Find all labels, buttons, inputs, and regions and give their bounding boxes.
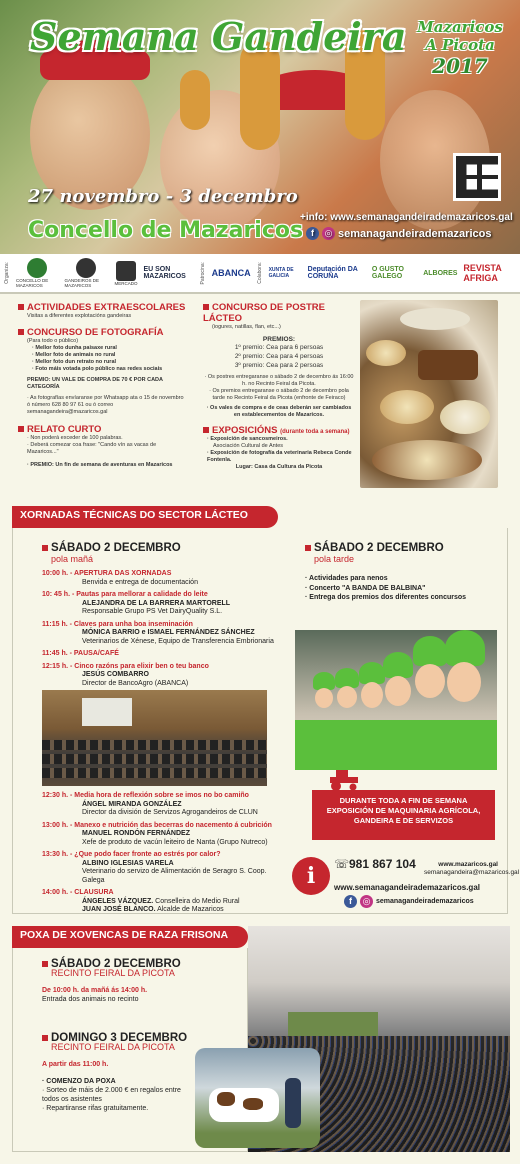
auction-day: DOMINGO 3 DECEMBRO RECINTO FEIRAL DA PICOTA A partir das 11:00 h. · COMENZO DA POXA · Sorteo de máis de 2.000 € en regalos entre todos os asistentes · Repartiranse rifas gratuitamente. xyxy=(42,1032,188,1112)
conference-photo xyxy=(42,690,267,786)
desserts-photo xyxy=(360,300,498,488)
activity-desc: · As fotografías envíaranse por Whatsapp ata o 15 de novembro ó número 628 80 97 61 ou ó correo semanagandeira@mazaricos.gal xyxy=(27,395,184,415)
info-website-link[interactable]: +info: www.semanagandeirademazaricos.gal xyxy=(300,212,513,223)
hero-photo-udder xyxy=(180,70,210,130)
event-location-year xyxy=(410,18,510,78)
activity-desc: (iogures, natillas, flan, etc...) xyxy=(212,324,281,330)
phone-number[interactable]: ☏981 867 104 xyxy=(334,857,416,871)
contact-emails xyxy=(424,861,520,877)
section-heading: RELATO CURTO xyxy=(18,424,188,435)
info-icon: i xyxy=(292,857,330,895)
sponsor-logo: EU SON MAZARICOS xyxy=(143,266,186,280)
section-heading: EXPOSICIÓNS (durante toda a semana) xyxy=(203,425,355,436)
list-item: · Exposición de fotografía da veterinaria Rebeca Conde Fontenla. xyxy=(207,450,352,463)
list-item: · Concerto "A BANDA DE BALBINA" xyxy=(305,584,426,592)
organizer-name: Concello de Mazaricos xyxy=(28,218,304,243)
note-text: · Os premios entregaranse o sábado 2 de decembro pola tarde no Recinto Feiral da Picota (enfronte de Feiraco) xyxy=(209,388,349,401)
list-item: · Entrega dos premios dos diferentes concursos xyxy=(305,594,467,601)
prize-text: · PREMIO: Un fin de semana de aventuras en Mazaricos xyxy=(27,462,173,468)
social-handle[interactable] xyxy=(306,227,491,240)
list-item: Asociación Cultural de Antes xyxy=(213,443,284,449)
dessert-column xyxy=(203,302,355,471)
location-line: A Picota xyxy=(425,36,495,54)
sponsor-logo: ABANCA xyxy=(211,268,251,278)
note-text: · Os vales de compra e de ceas deberán ser cambiados en establecementos de Mazaricos. xyxy=(206,405,352,418)
schedule-item: 10:00 h. - APERTURA DAS XORNADAS Benvida e entrega de documentación xyxy=(42,570,198,586)
instagram-icon[interactable]: ◎ xyxy=(322,227,335,240)
social-handle-text: semanagandeirademazaricos xyxy=(376,898,474,905)
prizes-heading: PREMIOS: xyxy=(262,336,296,343)
day-title: SÁBADO 2 DECEMBRO xyxy=(305,542,444,554)
schedule-item: 13:30 h. - ¿Que podo facer fronte ao estrés por calor? ALBINO IGLESIAS VARELA Veterinario do servizo de Alimentación de Seragro S. Coop. Galega xyxy=(42,851,267,884)
activity-desc: Visitas a diferentes explotacións gandeiras xyxy=(27,313,132,319)
sponsor-logo: GANDEIROS DE MAZARICOS xyxy=(64,258,108,288)
sponsor-logo: REVISTA AFRIGA xyxy=(463,263,502,283)
day-subtitle: pola tarde xyxy=(314,554,355,564)
section-heading: ACTIVIDADES EXTRAESCOLARES xyxy=(18,302,188,313)
list-item: · Exposición de sancosmeiros. xyxy=(207,436,288,442)
sponsor-tag: Patrocina: xyxy=(199,261,206,285)
event-dates: 27 novembro - 3 decembro xyxy=(28,186,298,207)
facebook-icon[interactable]: f xyxy=(344,895,357,908)
schedule-item: 14:00 h. - CLAUSURA ÁNGELES VÁZQUEZ. Conselleira do Medio Rural JUAN JOSÉ BLANCO. Alcalde de Mazaricos xyxy=(42,889,240,913)
sponsor-logo: O GUSTO GALEGO xyxy=(371,266,404,280)
schedule-item: 11:15 h. - Claves para unha boa inseminación MÓNICA BARRIO e ISMAEL FERNÁNDEZ SÁNCHEZ Veterinarios de Xénese, Equipo de Transferencia Embrionaria xyxy=(42,620,274,645)
sponsor-tag: Colabora: xyxy=(256,262,263,284)
section-heading: CONCURSO DE FOTOGRAFÍA xyxy=(18,327,188,338)
auction-day: SÁBADO 2 DECEMBRO RECINTO FEIRAL DA PICOTA De 10:00 h. da mañá ás 14:00 h. Entrada dos animais no recinto xyxy=(42,958,181,1003)
activities-column xyxy=(18,302,188,469)
event-title: Semana Gandeira xyxy=(30,14,407,59)
schedule-list xyxy=(42,570,282,692)
prize-text: PREMIO: UN VALE DE COMPRA DE 70 € POR CADA CATEGORÍA xyxy=(27,377,163,390)
schedule-item: 13:00 h. - Manexo e nutrición das becerras do nacemento á cubrición MANUEL RONDÓN FERNÁNDEZ Xefe de produto de vacún leiteiro de Nanta (Grupo Nutreco) xyxy=(42,821,272,846)
day-heading xyxy=(42,542,181,564)
sponsor-logo: ALBORES xyxy=(423,269,458,277)
location-line: Mazaricos xyxy=(417,18,503,36)
sponsor-logo: XUNTA DE GALICIA xyxy=(268,267,294,279)
day-title: SÁBADO 2 DECEMBRO xyxy=(42,542,181,554)
day-heading xyxy=(305,542,444,564)
website-link[interactable]: www.semanagandeirademazaricos.gal xyxy=(334,883,480,892)
afternoon-list xyxy=(305,574,466,603)
section-banner: POXA DE XOVENCAS DE RAZA FRISONA xyxy=(12,926,248,948)
location-text: Lugar: Casa da Cultura da Picota xyxy=(235,464,323,470)
list-item: · Mellor foto dun retrato no rural xyxy=(32,359,117,365)
qr-code-icon[interactable] xyxy=(453,153,501,201)
sponsor-logo: CONCELLO DE MAZARICOS xyxy=(16,258,58,288)
hero-banner xyxy=(0,0,520,254)
cow-photo xyxy=(195,1048,320,1148)
schedule-item: 12:30 h. - Media hora de reflexión sobre se imos no bo camiño ÁNGEL MIRANDA GONZÁLEZ Director da división de Servizos Agrogandeiros de CLUN xyxy=(42,792,258,816)
prize-item: 1º premio: Cea para 6 persoas xyxy=(234,344,324,351)
schedule-item: 12:15 h. - Cinco razóns para elixir ben o teu banco JESÚS COMBARRO Director de BancoAgro (ABANCA) xyxy=(42,662,209,687)
email-link[interactable]: semanagandeira@mazaricos.gal xyxy=(424,869,520,876)
website-link[interactable]: www.mazaricos.gal xyxy=(438,861,498,868)
list-item: · Foto máis votada polo público nas redes sociais xyxy=(32,366,163,372)
schedule-item: 11:45 h. - PAUSA/CAFÉ xyxy=(42,650,119,657)
schedule-item: 10: 45 h. - Pautas para mellorar a calidade do leite ALEJANDRA DE LA BARRERA MARTORELL Responsable Grupo PS Vet DairyQuality S.L. xyxy=(42,591,231,615)
prize-item: 3º premio: Cea para 2 persoas xyxy=(234,362,324,369)
sponsors-bar xyxy=(0,254,520,294)
kids-chefs-photo xyxy=(295,630,497,770)
activity-desc: (Para todo o público) xyxy=(27,338,79,344)
list-item: · Mellor foto dunha paisaxe rural xyxy=(32,345,117,351)
list-item: · Non poderá exceder de 100 palabras. xyxy=(27,435,123,441)
prize-item: 2º premio: Cea para 4 persoas xyxy=(234,353,324,360)
facebook-icon[interactable]: f xyxy=(306,227,319,240)
machinery-notice: DURANTE TODA A FIN DE SEMANA EXPOSICIÓN DE MAQUINARIA AGRÍCOLA, GANDEIRA E DE SERVIZOS xyxy=(312,790,495,840)
social-handle-text: semanagandeirademazaricos xyxy=(338,227,492,240)
sponsor-tag: Organiza: xyxy=(4,262,10,284)
day-subtitle: pola mañá xyxy=(51,554,94,564)
section-heading: CONCURSO DE POSTRE LÁCTEO xyxy=(203,302,325,324)
list-item: · Mellor foto de animais no rural xyxy=(32,352,116,358)
list-item: · Deberá comezar coa frase: "Cando vín as vacas de Mazaricos..." xyxy=(27,442,157,455)
list-item: · Actividades para nenos xyxy=(305,575,388,582)
note-text: · Os postres entregaranse o sábado 2 de decembro ás 16:00 h. no Recinto Feiral da Picota. xyxy=(204,374,354,387)
section-banner: XORNADAS TÉCNICAS DO SECTOR LÁCTEO xyxy=(12,506,278,528)
instagram-icon[interactable]: ◎ xyxy=(360,895,373,908)
schedule-list xyxy=(42,792,282,919)
contact-block xyxy=(292,855,520,910)
sponsor-logo: Deputación DA CORUÑA xyxy=(307,266,358,280)
social-handle[interactable] xyxy=(344,895,474,908)
sponsor-logo: MERCADO xyxy=(114,261,137,286)
tractor-icon xyxy=(326,767,362,791)
year: 2017 xyxy=(432,54,488,78)
